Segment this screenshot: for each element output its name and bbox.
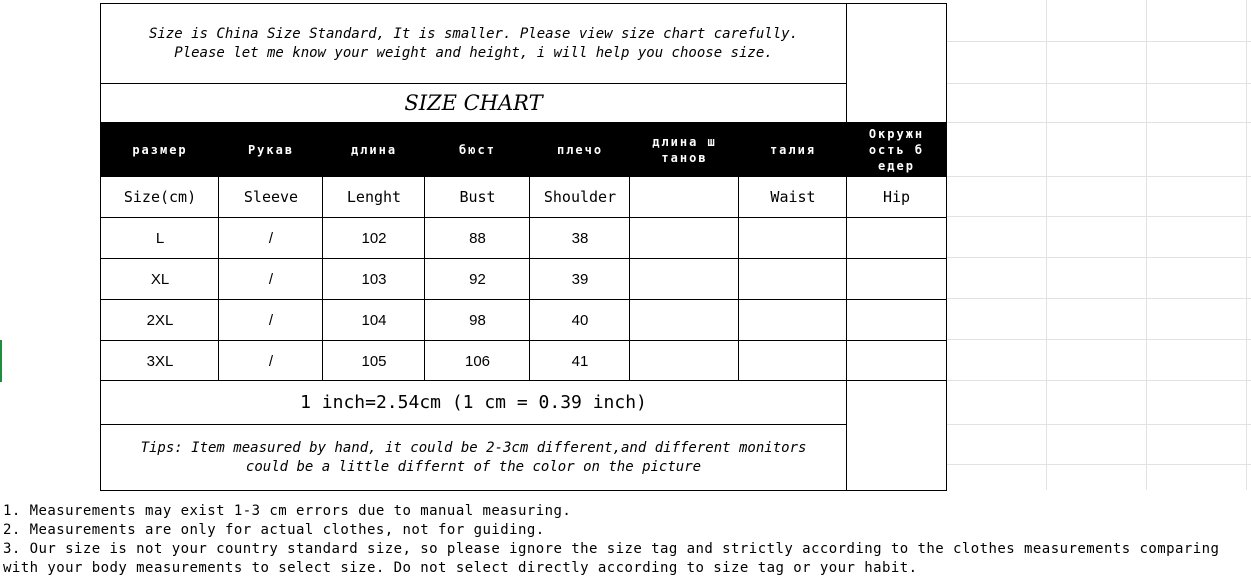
header-sleeve: Sleeve (218, 176, 324, 218)
cell-pants-length (629, 258, 740, 300)
size-chart-table (100, 3, 947, 491)
selection-marker (0, 340, 2, 382)
cell-hip (846, 299, 947, 341)
header-ru-sleeve: Рукав (218, 122, 324, 177)
cell-hip (846, 258, 947, 300)
cell-shoulder: 39 (529, 258, 631, 300)
empty-cell (846, 380, 947, 491)
measurement-tips: Tips: Item measured by hand, it could be 2-3cm different,and different monitors could be a little differnt of the color on the picture (100, 424, 847, 491)
header-bust: Bust (424, 176, 531, 218)
unit-conversion: 1 inch=2.54cm (1 cm = 0.39 inch) (100, 380, 847, 425)
cell-length: 104 (322, 299, 426, 341)
cell-size: L (100, 217, 220, 259)
cell-length: 105 (322, 340, 426, 382)
cell-size: 3XL (100, 340, 220, 382)
measurement-notes (3, 502, 1248, 578)
cell-shoulder: 41 (529, 340, 631, 382)
header-size: Size(cm) (100, 176, 220, 218)
cell-size: XL (100, 258, 220, 300)
cell-shoulder: 40 (529, 299, 631, 341)
cell-waist (738, 217, 848, 259)
header-ru-hip: Окружн ость б едер (846, 122, 947, 177)
cell-bust: 88 (424, 217, 531, 259)
cell-bust: 98 (424, 299, 531, 341)
cell-hip (846, 340, 947, 382)
cell-pants-length (629, 217, 740, 259)
header-waist: Waist (738, 176, 848, 218)
note-line: 3. Our size is not your country standard size, so please ignore the size tag and strictly according to the clothes measurements comparing (3, 541, 1220, 557)
cell-length: 102 (322, 217, 426, 259)
cell-size: 2XL (100, 299, 220, 341)
note-line: 2. Measurements are only for actual clothes, not for guiding. (3, 522, 545, 538)
header-ru-length: длина (322, 122, 426, 177)
header-length: Lenght (322, 176, 426, 218)
cell-length: 103 (322, 258, 426, 300)
cell-waist (738, 258, 848, 300)
note-line: 1. Measurements may exist 1-3 cm errors due to manual measuring. (3, 503, 572, 519)
cell-sleeve: / (218, 258, 324, 300)
note-line: with your body measurements to select size. Do not select directly according to size tag or your habit. (3, 560, 918, 576)
cell-waist (738, 340, 848, 382)
cell-sleeve: / (218, 299, 324, 341)
header-ru-shoulder: плечо (529, 122, 631, 177)
header-shoulder: Shoulder (529, 176, 631, 218)
header-ru-waist: талия (738, 122, 848, 177)
header-hip: Hip (846, 176, 947, 218)
header-ru-bust: бюст (424, 122, 531, 177)
cell-waist (738, 299, 848, 341)
header-ru-size: размер (100, 122, 220, 177)
cell-bust: 106 (424, 340, 531, 382)
cell-hip (846, 217, 947, 259)
cell-sleeve: / (218, 217, 324, 259)
cell-pants-length (629, 340, 740, 382)
header-pants-length (629, 176, 740, 218)
cell-bust: 92 (424, 258, 531, 300)
chart-title: SIZE CHART (100, 83, 847, 123)
empty-cell (846, 3, 947, 123)
cell-sleeve: / (218, 340, 324, 382)
cell-shoulder: 38 (529, 217, 631, 259)
cell-pants-length (629, 299, 740, 341)
header-ru-pants-length: длина ш танов (629, 122, 740, 177)
size-standard-note: Size is China Size Standard, It is smaller. Please view size chart carefully. Please let me know your weight and height, i will help you choose size. (100, 3, 847, 84)
